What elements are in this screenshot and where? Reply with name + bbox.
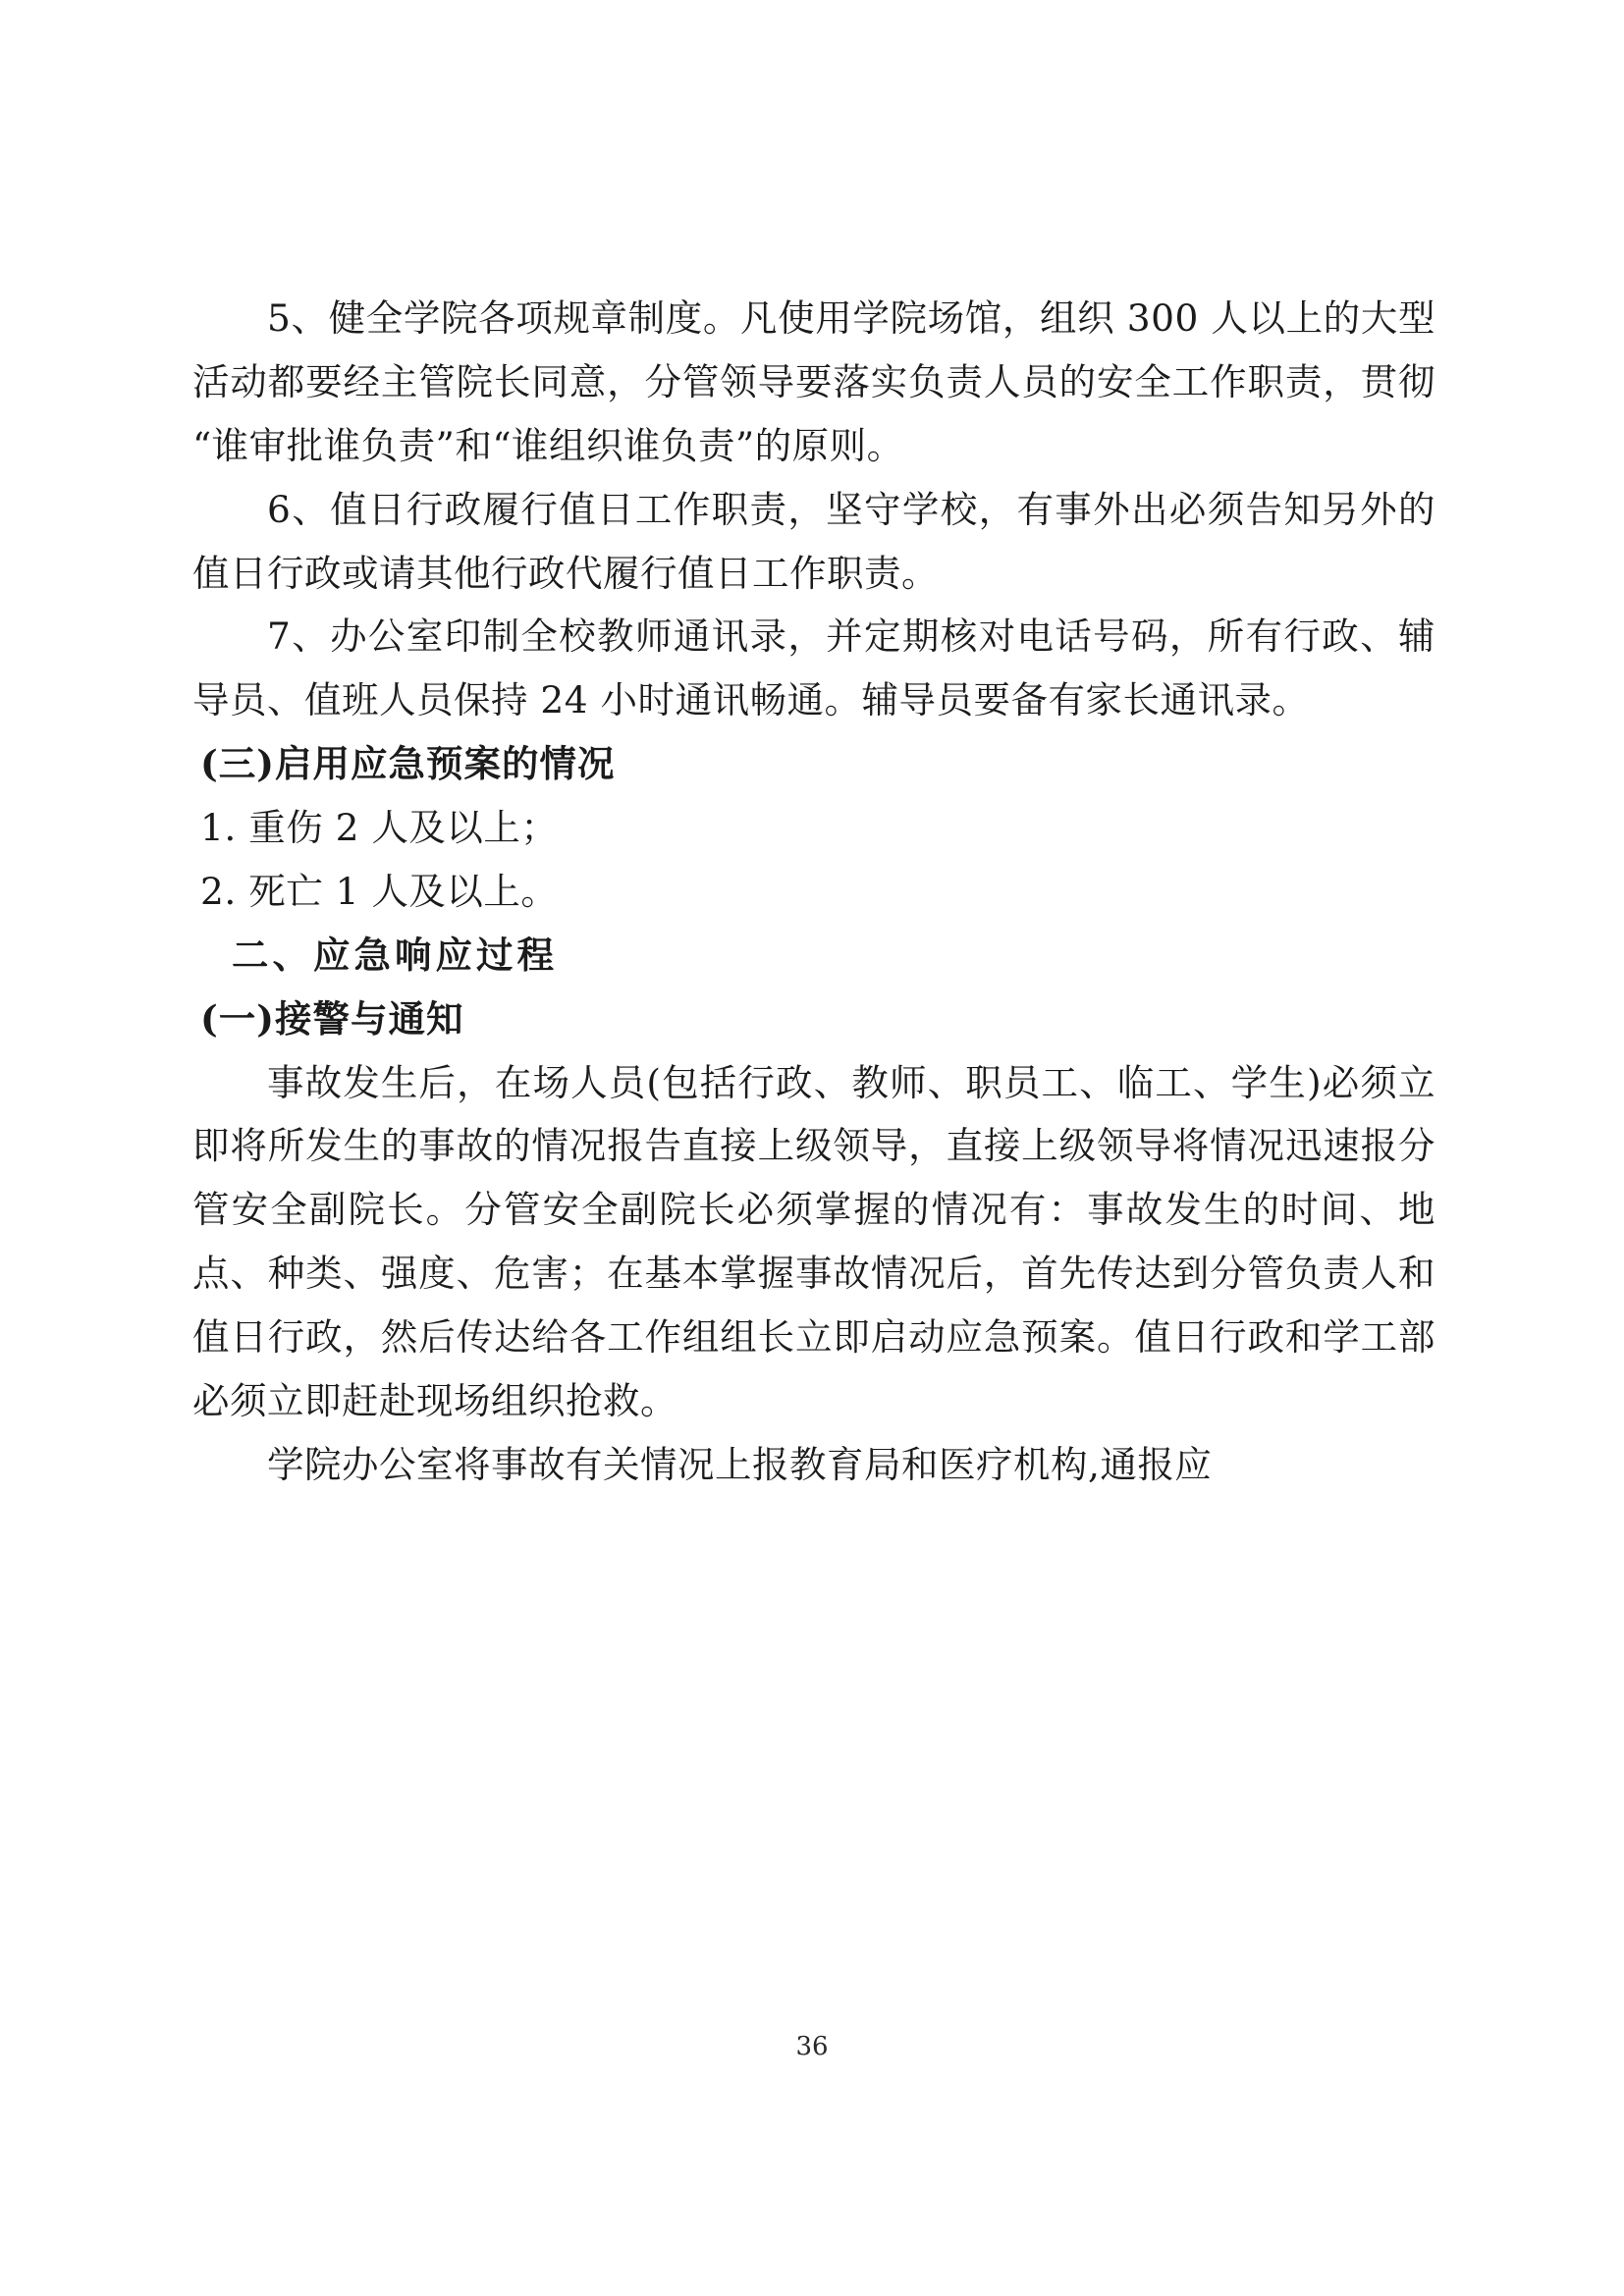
heading-qiyong-yingji-yuan: (三)启用应急预案的情况	[200, 742, 616, 786]
document-body	[192, 287, 1435, 1497]
paragraph-item-5: 5、健全学院各项规章制度。凡使用学院场馆，组织 300 人以上的大型活动都要经主管院长同意，分管领导要落实负责人员的安全工作职责，贯彻“谁审批谁负责”和“谁组织谁负责”的原则。	[192, 296, 1435, 467]
heading-section-two: 二、应急响应过程	[232, 933, 558, 977]
paragraph-body-1: 事故发生后，在场人员(包括行政、教师、职员工、临工、学生)必须立即将所发生的事故的情况报告直接上级领导，直接上级领导将情况迅速报分管安全副院长。分管安全副院长必须掌握的情况有：事故发生的时间、地点、种类、强度、危害；在基本掌握事故情况后，首先传达到分管负责人和值日行政，然后传达给各工作组组长立即启动应急预案。值日行政和学工部必须立即赶赴现场组织抢救。	[192, 1060, 1435, 1422]
heading-jiejing-yu-tongzhi: (一)接警与通知	[200, 996, 464, 1041]
list-item-condition-1: 1. 重伤 2 人及以上；	[200, 806, 559, 849]
paragraph-item-7: 7、办公室印制全校教师通讯录，并定期核对电话号码，所有行政、辅导员、值班人员保持 24 小时通讯畅通。辅导员要备有家长通讯录。	[192, 614, 1435, 722]
page-number: 36	[795, 2032, 829, 2061]
list-item-condition-2: 2. 死亡 1 人及以上。	[200, 869, 559, 913]
condition-list	[192, 796, 1435, 924]
paragraph-item-6: 6、值日行政履行值日工作职责，坚守学校，有事外出必须告知另外的值日行政或请其他行政代履行值日工作职责。	[192, 487, 1435, 595]
paragraph-body-2: 学院办公室将事故有关情况上报教育局和医疗机构,通报应	[267, 1442, 1213, 1486]
